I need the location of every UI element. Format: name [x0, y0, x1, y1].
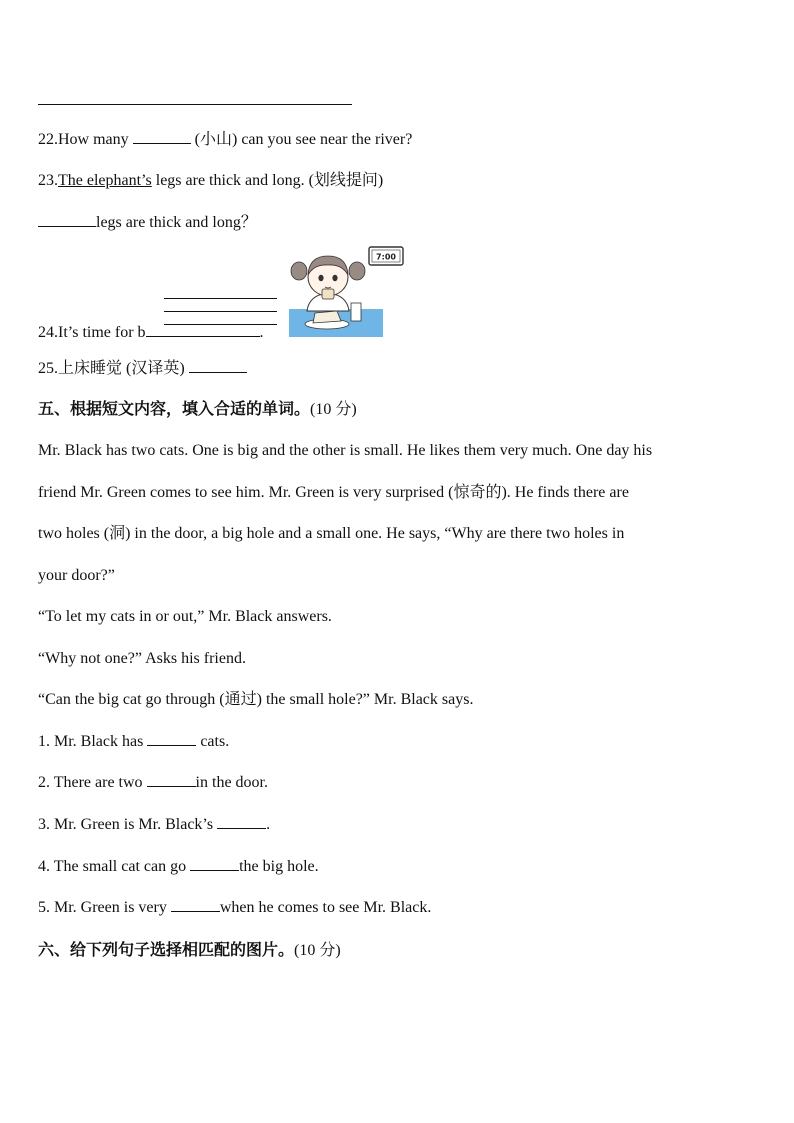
fill-item-2: 2. There are two in the door. — [38, 774, 268, 791]
fill-item-5: 5. Mr. Green is very when he comes to see Mr. Black. — [38, 899, 432, 916]
answer-blank[interactable] — [171, 911, 220, 912]
section-score: (10 分) — [310, 401, 357, 418]
section-score: (10 分) — [294, 942, 341, 959]
question-number: 23. — [38, 172, 58, 189]
passage-line: “To let my cats in or out,” Mr. Black answers. — [38, 608, 332, 625]
passage-line: two holes (洞) in the door, a big hole and a small one. He says, “Why are there two holes in — [38, 525, 625, 542]
fill-item-3: 3. Mr. Green is Mr. Black’s . — [38, 816, 271, 833]
writing-line[interactable] — [164, 311, 277, 312]
underlined-phrase: The elephant’s — [58, 172, 152, 189]
question-23-answer: legs are thick and long？ — [38, 213, 257, 233]
answer-blank[interactable] — [38, 226, 96, 227]
passage-line: “Why not one?” Asks his friend. — [38, 650, 246, 667]
passage-line: Mr. Black has two cats. One is big and the other is small. He likes them very much. One day his — [38, 442, 653, 459]
passage-line: “Can the big cat go through (通过) the small hole?” Mr. Black says. — [38, 691, 474, 708]
answer-blank[interactable] — [189, 372, 247, 373]
answer-line-top[interactable] — [38, 104, 352, 105]
answer-blank[interactable] — [217, 828, 266, 829]
passage-line: your door?” — [38, 567, 115, 584]
fill-item-4: 4. The small cat can go the big hole. — [38, 858, 319, 875]
fill-item-1: 1. Mr. Black has cats. — [38, 733, 230, 750]
passage-line: friend Mr. Green comes to see him. Mr. Green is very surprised (惊奇的). He finds there are — [38, 484, 629, 501]
question-number: 24. — [38, 324, 58, 341]
breakfast-girl-illustration — [287, 245, 405, 339]
question-23: 23.The elephant’s legs are thick and long. (划线提问) — [38, 172, 384, 189]
section-5-title: 五、根据短文内容，填入合适的单词。(10 分) — [38, 399, 357, 418]
answer-blank[interactable] — [147, 745, 196, 746]
answer-blank[interactable] — [146, 336, 260, 337]
answer-blank[interactable] — [133, 143, 191, 144]
question-number: 22. — [38, 131, 58, 148]
question-22: 22.How many (小山) can you see near the river? — [38, 131, 413, 148]
question-24: 24.It’s time for b . — [38, 324, 264, 341]
question-25: 25.上床睡觉 (汉译英) — [38, 359, 247, 379]
answer-blank[interactable] — [147, 786, 196, 787]
writing-line[interactable] — [164, 298, 277, 299]
question-number: 25. — [38, 360, 58, 377]
clock-time: 7:00 — [376, 252, 396, 262]
answer-blank[interactable] — [190, 870, 239, 871]
section-6-title: 六、给下列句子选择相匹配的图片。(10 分) — [38, 940, 341, 959]
